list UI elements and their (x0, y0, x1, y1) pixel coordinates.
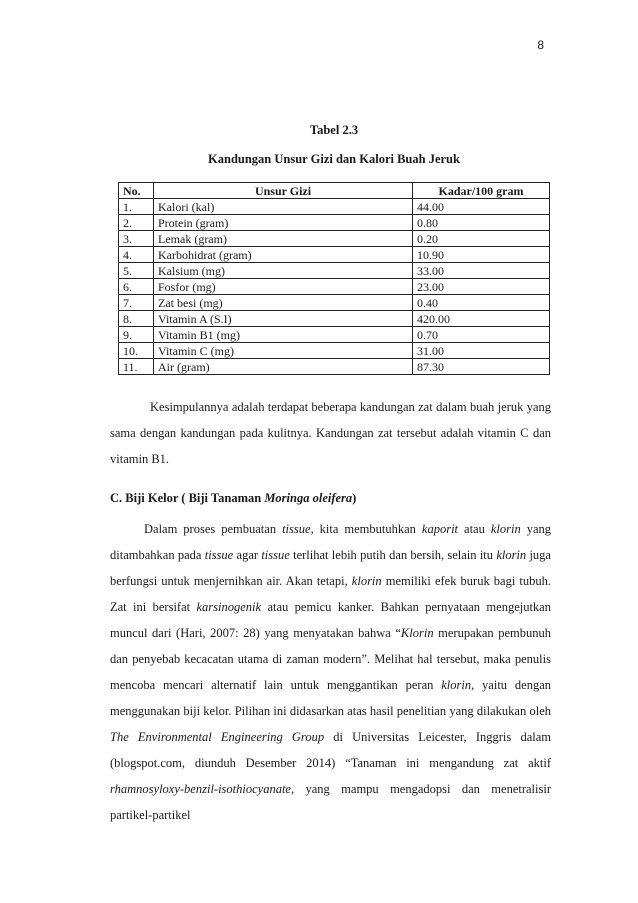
cell-no: 2. (119, 215, 154, 231)
cell-nutrient: Vitamin B1 (mg) (154, 327, 413, 343)
text-segment: atau (458, 522, 491, 536)
cell-no: 6. (119, 279, 154, 295)
text-segment: atau pemicu kanker. Bahkan pernyataan mengejutkan muncul dari (Hari, 2007: 28) yang menyatakan bahwa “ (110, 600, 551, 640)
cell-nutrient: Lemak (gram) (154, 231, 413, 247)
paragraph-conclusion: Kesimpulannya adalah terdapat beberapa kandungan zat dalam buah jeruk yang sama dengan kandungan pada kulitnya. Kandungan zat tersebut adalah vitamin C dan vitamin B1. (110, 400, 551, 466)
italic-term: tissue (204, 548, 234, 562)
cell-amount: 0.70 (413, 327, 550, 343)
cell-nutrient: Vitamin C (mg) (154, 343, 413, 359)
italic-term: Klorin (400, 626, 434, 640)
table-row (119, 263, 550, 279)
cell-no: 5. (119, 263, 154, 279)
text-segment: agar (233, 548, 262, 562)
italic-term: klorin (496, 548, 527, 562)
paragraph-biji-kelor (110, 516, 551, 828)
cell-amount: 0.80 (413, 215, 550, 231)
section-heading-prefix: C. Biji Kelor ( Biji Tanaman (110, 491, 265, 505)
table-row (119, 295, 550, 311)
cell-nutrient: Kalori (kal) (154, 199, 413, 215)
section-heading-species: Moringa oleifera (264, 491, 353, 505)
cell-no: 1. (119, 199, 154, 215)
italic-term: karsinogenik (196, 600, 262, 614)
cell-nutrient: Vitamin A (S.I) (154, 311, 413, 327)
table-row (119, 199, 550, 215)
italic-term: The Environmental Engineering Group (110, 730, 325, 744)
text-segment: , kita membutuhkan (310, 522, 422, 536)
table-number: Tabel 2.3 (309, 123, 359, 137)
italic-term: kaporit (421, 522, 459, 536)
cell-no: 11. (119, 359, 154, 375)
text-segment: yang ditambahkan pada (110, 522, 551, 562)
section-heading (110, 491, 356, 506)
section-heading-suffix: ) (352, 491, 357, 505)
cell-amount: 31.00 (413, 343, 550, 359)
cell-nutrient: Air (gram) (154, 359, 413, 375)
page-number: 8 (537, 38, 544, 52)
table-row (119, 279, 550, 295)
cell-nutrient: Karbohidrat (gram) (154, 247, 413, 263)
cell-amount: 23.00 (413, 279, 550, 295)
cell-amount: 44.00 (413, 199, 550, 215)
text-segment: juga berfungsi untuk menjernihkan air. Akan tetapi, (110, 548, 551, 588)
nutrition-table (118, 182, 550, 375)
text-segment: Dalam proses pembuatan (144, 522, 283, 536)
cell-nutrient: Fosfor (mg) (154, 279, 413, 295)
text-segment: , yaitu dengan menggunakan biji kelor. Pilihan ini didasarkan atas hasil penelitian yang dilakukan oleh (110, 678, 551, 718)
cell-nutrient: Protein (gram) (154, 215, 413, 231)
italic-term: rhamnosyloxy-benzil-isothiocyanate (110, 782, 291, 796)
cell-amount: 0.40 (413, 295, 550, 311)
italic-term: klorin (441, 678, 472, 692)
text-segment: merupakan pembunuh dan penyebab kecacatan utama di zaman modern”. Melihat hal tersebut, maka penulis mencoba mencari alternatif lain untuk menggantikan peran (110, 626, 552, 692)
cell-no: 4. (119, 247, 154, 263)
table-row (119, 359, 550, 375)
table-body (119, 199, 550, 375)
cell-no: 10. (119, 343, 154, 359)
table-header-row (119, 183, 550, 199)
cell-amount: 420.00 (413, 311, 550, 327)
header-nutrient: Unsur Gizi (154, 183, 413, 199)
italic-term: klorin (351, 574, 382, 588)
text-segment: memiliki efek buruk bagi tubuh. Zat ini bersifat (110, 574, 551, 614)
table-row (119, 247, 550, 263)
italic-term: tissue (261, 548, 290, 562)
cell-no: 8. (119, 311, 154, 327)
italic-term: tissue (282, 522, 311, 536)
cell-amount: 87.30 (413, 359, 550, 375)
table-row (119, 231, 550, 247)
table-row (119, 343, 550, 359)
cell-amount: 10.90 (413, 247, 550, 263)
text-segment: di Universitas Leicester, Inggris dalam (blogspot.com, diunduh Desember 2014) “Tanaman ini mengandung zat aktif (110, 730, 551, 770)
cell-no: 7. (119, 295, 154, 311)
text-segment: , yang mampu mengadopsi dan menetralisir partikel-partikel (110, 782, 551, 822)
header-amount: Kadar/100 gram (413, 183, 550, 199)
text-segment: terlihat lebih putih dan bersih, selain itu (289, 548, 497, 562)
cell-amount: 0.20 (413, 231, 550, 247)
cell-no: 3. (119, 231, 154, 247)
table-row (119, 311, 550, 327)
cell-no: 9. (119, 327, 154, 343)
cell-amount: 33.00 (413, 263, 550, 279)
italic-term: klorin (490, 522, 521, 536)
table-row (119, 327, 550, 343)
table-row (119, 215, 550, 231)
cell-nutrient: Zat besi (mg) (154, 295, 413, 311)
cell-nutrient: Kalsium (mg) (154, 263, 413, 279)
table-title: Kandungan Unsur Gizi dan Kalori Buah Jeruk (208, 152, 460, 166)
header-no: No. (119, 183, 154, 199)
